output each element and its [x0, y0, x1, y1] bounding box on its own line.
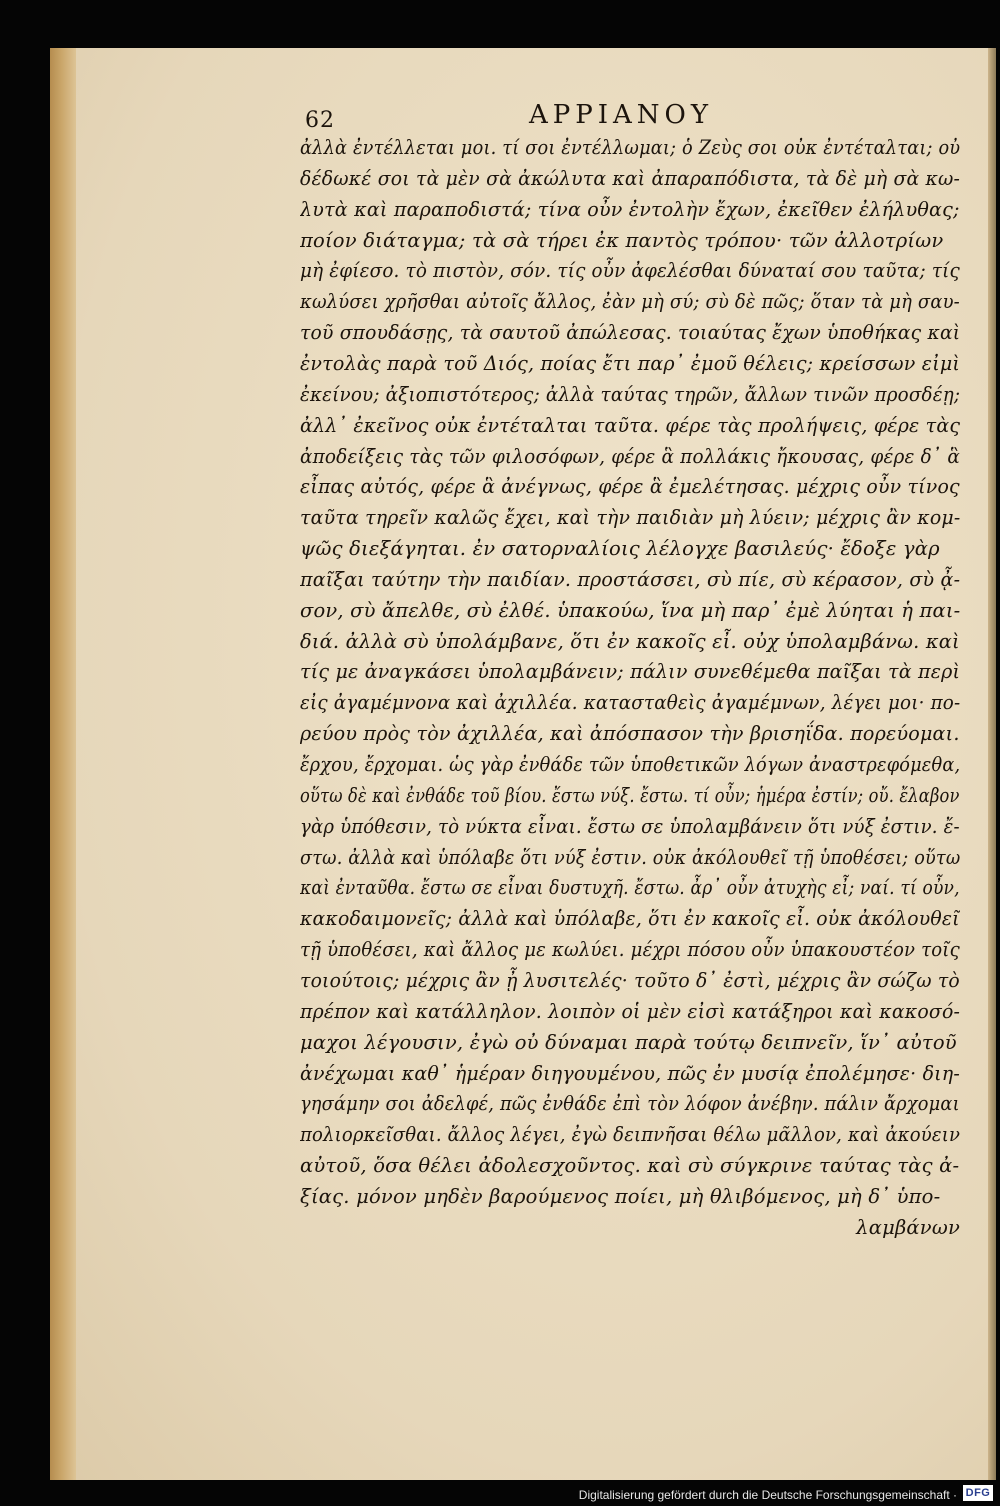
- text-line: λυτὰ καὶ παραποδιστά; τίνα οὖν ἐντολὴν ἔχων, ἐκεῖθεν ἐλήλυθας;: [300, 197, 960, 221]
- text-line: μαχοι λέγουσιν, ἐγὼ οὐ δύναμαι παρὰ τούτῳ δειπνεῖν, ἵν᾽ αὐτοῦ: [300, 1030, 957, 1054]
- text-line: γὰρ ὑπόθεσιν, τὸ νύκτα εἶναι. ἔστω σε ὑπολαμβάνειν ὅτι νύξ ἐστιν. ἔ-: [300, 814, 960, 838]
- text-line: τοιούτοις; μέχρις ἂν ᾖ λυσιτελές· τοῦτο δ᾽ ἐστὶ, μέχρις ἂν σώζω τὸ: [300, 968, 960, 992]
- text-line: ποίον διάταγμα; τὰ σὰ τήρει ἐκ παντὸς τρόπου· τῶν ἀλλοτρίων: [300, 228, 944, 252]
- dfg-logo: DFG: [963, 1485, 993, 1501]
- text-line: ἀνέχωμαι καθ᾽ ἡμέραν διηγουμένου, πῶς ἐν μυσίᾳ ἐπολέμησε· διη-: [300, 1061, 960, 1085]
- digitization-credit: Digitalisierung gefördert durch die Deutsche Forschungsgemeinschaft ·: [578, 1488, 957, 1502]
- text-line: εἰς ἀγαμέμνονα καὶ ἀχιλλέα. κατασταθεὶς ἀγαμέμνων, λέγει μοι· πο-: [300, 691, 960, 715]
- text-line: σον, σὺ ἄπελθε, σὺ ἐλθέ. ὑπακούω, ἵνα μὴ παρ᾽ ἐμὲ λύηται ἡ παι-: [300, 598, 961, 622]
- text-line: μὴ ἐφίεσο. τὸ πιστὸν, σόν. τίς οὖν ἀφελέσθαι δύναταί σου ταῦτα; τίς: [300, 259, 960, 283]
- text-line: οὕτω δὲ καὶ ἐνθάδε τοῦ βίου. ἔστω νύξ. ἔστω. τί οὖν; ἡμέρα ἐστίν; οὔ. ἔλαβον: [300, 783, 960, 807]
- page-number: 62: [305, 108, 335, 133]
- text-line: ξίας. μόνον μηδὲν βαρούμενος ποίει, μὴ θλιβόμενος, μὴ δ᾽ ὑπο-: [300, 1184, 941, 1208]
- text-line: εἶπας αὐτός, φέρε ἃ ἀνέγνως, φέρε ἃ ἐμελέτησας. μέχρις οὖν τίνος: [300, 475, 960, 499]
- text-line: στω. ἀλλὰ καὶ ὑπόλαβε ὅτι νύξ ἐστιν. οὐκ ἀκόλουθεῖ τῇ ὑποθέσει; οὕτω: [300, 845, 960, 869]
- text-line: κωλύσει χρῆσθαι αὐτοῖς ἄλλος, ἐὰν μὴ σύ; σὺ δὲ πῶς; ὅταν τὰ μὴ σαυ-: [300, 290, 960, 314]
- text-line: τῇ ὑποθέσει, καὶ ἄλλος με κωλύει. μέχρι πόσου οὖν ὑπακουστέον τοῖς: [300, 938, 960, 962]
- running-head: ΑΡΡΙΑΝΟΥ: [528, 100, 714, 130]
- text-line: τοῦ σπουδάσῃς, τὰ σαυτοῦ ἀπώλεσας. τοιαύτας ἔχων ὑποθήκας καὶ: [300, 321, 960, 345]
- text-line: ἀποδείξεις τὰς τῶν φιλοσόφων, φέρε ἃ πολλάκις ἤκουσας, φέρε δ᾽ ἃ: [300, 444, 960, 468]
- text-line: ψῶς διεξάγηται. ἐν σατορναλίοις λέλογχε βασιλεύς· ἔδοξε γὰρ: [300, 537, 940, 561]
- text-line: ἐντολὰς παρὰ τοῦ Διός, ποίας ἔτι παρ᾽ ἐμοῦ θέλεις; κρείσσων εἰμὶ: [300, 351, 960, 375]
- text-line: τίς με ἀναγκάσει ὑπολαμβάνειν; πάλιν συνεθέμεθα παῖξαι τὰ περὶ: [300, 660, 960, 684]
- text-line: ρεύου πρὸς τὸν ἀχιλλέα, καὶ ἀπόσπασον τὴν βρισηΐδα. πορεύομαι.: [300, 722, 960, 746]
- text-line: ἔρχου, ἔρχομαι. ὡς γὰρ ἐνθάδε τῶν ὑποθετικῶν λόγων ἀναστρεφόμεθα,: [300, 753, 960, 776]
- body-text: [300, 133, 960, 1245]
- page-outer-edge: [988, 48, 996, 1480]
- text-line: ἀλλὰ ἐντέλλεται μοι. τί σοι ἐντέλλωμαι; ὁ Ζεὺς σοι οὐκ ἐντέταλται; οὐ: [300, 136, 961, 159]
- text-line: γησάμην σοι ἀδελφέ, πῶς ἐνθάδε ἐπὶ τὸν λόφον ἀνέβην. πάλιν ἄρχομαι: [300, 1092, 960, 1116]
- text-line: παῖξαι ταύτην τὴν παιδίαν. προστάσσει, σὺ πίε, σὺ κέρασον, σὺ ᾆ-: [300, 567, 960, 591]
- text-line: ἀλλ᾽ ἐκεῖνος οὐκ ἐντέταλται ταῦτα. φέρε τὰς προλήψεις, φέρε τὰς: [300, 413, 961, 437]
- text-line: καὶ ἐνταῦθα. ἔστω σε εἶναι δυστυχῆ. ἔστω. ἆρ᾽ οὖν ἀτυχὴς εἶ; ναί. τί οὖν,: [300, 876, 960, 900]
- text-line: πολιορκεῖσθαι. ἄλλος λέγει, ἐγὼ δειπνῆσαι θέλω μᾶλλον, καὶ ἀκούειν: [300, 1123, 961, 1147]
- text-line: ταῦτα τηρεῖν καλῶς ἔχει, καὶ τὴν παιδιὰν μὴ λύειν; μέχρις ἂν κομ-: [300, 506, 961, 530]
- text-line: ἐκείνου; ἀξιοπιστότερος; ἀλλὰ ταύτας τηρῶν, ἄλλων τινῶν προσδέῃ;: [300, 382, 960, 406]
- text-line: κακοδαιμονεῖς; ἀλλὰ καὶ ὑπόλαβε, ὅτι ἐν κακοῖς εἶ. οὐκ ἀκόλουθεῖ: [300, 907, 960, 931]
- text-line: λαμβάνων: [856, 1215, 960, 1239]
- page-gutter-edge: [50, 48, 76, 1480]
- text-line: πρέπον καὶ κατάλληλον. λοιπὸν οἱ μὲν εἰσὶ κατάξηροι καὶ κακοσό-: [300, 999, 960, 1023]
- text-line: αὐτοῦ, ὅσα θέλει ἀδολεσχοῦντος. καὶ σὺ σύγκρινε ταύτας τὰς ἀ-: [300, 1154, 960, 1178]
- text-line: δέδωκέ σοι τὰ μὲν σὰ ἀκώλυτα καὶ ἀπαραπόδιστα, τὰ δὲ μὴ σὰ κω-: [300, 166, 960, 190]
- text-line: διά. ἀλλὰ σὺ ὑπολάμβανε, ὅτι ἐν κακοῖς εἶ. οὐχ ὑπολαμβάνω. καὶ: [300, 629, 960, 653]
